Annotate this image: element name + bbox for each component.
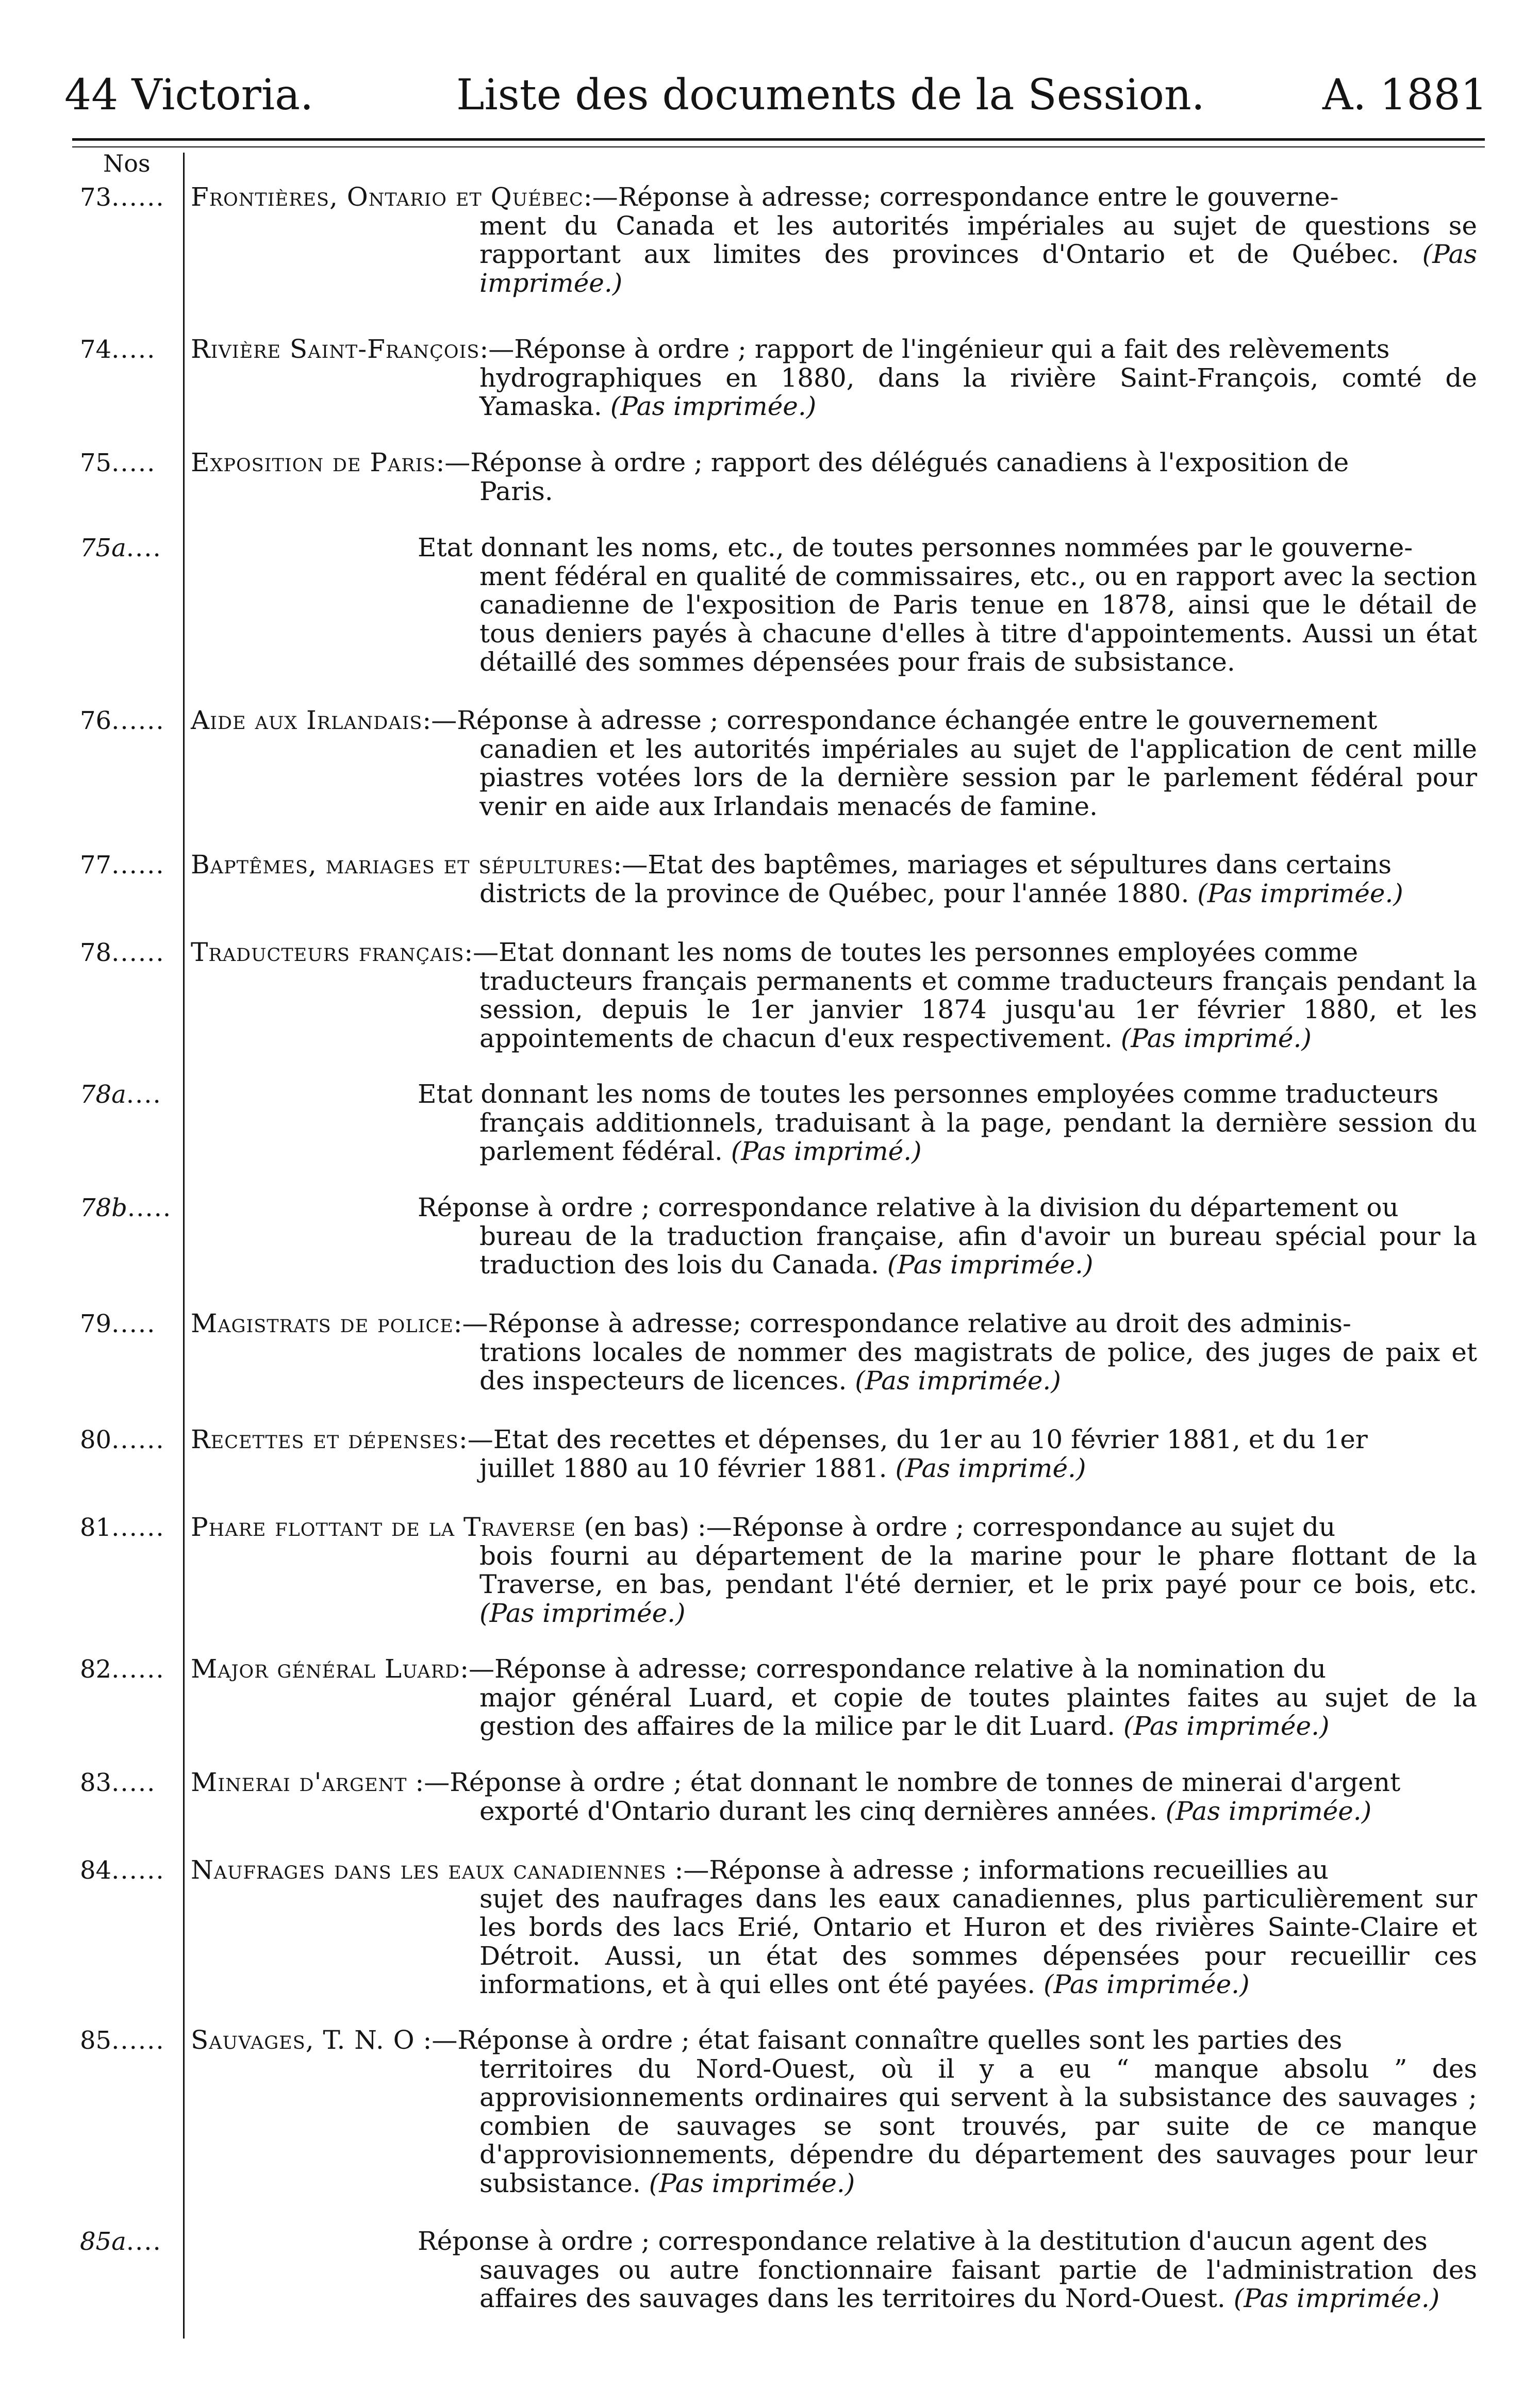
entry-number: 80...... [80, 1425, 165, 1454]
entry-heading: Exposition de Paris [191, 447, 436, 477]
entry-text: Exposition de Paris:—Réponse à ordre ; rapport des délégués canadiens à l'exposition de Paris. [191, 447, 1349, 506]
entry-heading: Phare flottant de la Traverse [191, 1512, 576, 1542]
header-rule-thick [72, 138, 1485, 141]
entry-note: (Pas imprimée.) [1044, 1969, 1250, 1999]
entry-heading: Traducteurs français [191, 937, 465, 967]
entry-number: 74..... [80, 335, 156, 364]
entry-heading: Naufrages dans les eaux canadiennes [191, 1855, 667, 1885]
entry-heading: Minerai d'argent [191, 1767, 407, 1797]
entry-text: Aide aux Irlandais:—Réponse à adresse ; correspondance échangée entre le gouvernement canadien et les autorités impériales au sujet de l'application de cent mille piastres votées lors de la dernière session par le parlement fédéral pour venir en aide aux Irlandais menacés de famine. [191, 705, 1477, 821]
entry-text: Rivière Saint-François:—Réponse à ordre ; rapport de l'ingénieur qui a fait des relèvements hydrographiques en 1880, dans la rivière Saint-François, comté de Yamaska. (Pas imprimée.) [191, 334, 1477, 421]
entry-note: (Pas imprimée.) [1165, 1796, 1372, 1826]
entry-note: (Pas imprimée.) [479, 1598, 686, 1628]
entry-number: 85...... [80, 2026, 165, 2055]
entry-note: (Pas imprimé.) [895, 1453, 1086, 1483]
entry-heading: Rivière Saint-François [191, 334, 480, 364]
entry-text: Sauvages, T. N. O :—Réponse à ordre ; état faisant connaître quelles sont les parties des territoires du Nord-Ouest, où il y a eu “ manque absolu ” des approvisionnements ordinaires qui servent à la subsistance des sauvages ; combien de sauvages se sont trouvés, par suite de ce manque d'approvisionnements, dépendre du département des sauvages pour leur subsistance. (Pas imprimée.) [191, 2025, 1477, 2198]
entry-text: Frontières, Ontario et Québec:—Réponse à adresse; correspondance entre le gouverne- ment du Canada et les autorités impériales au sujet de questions se rapportant aux limites des provinces d'Ontario et de Québec. (Pas imprimée.) [191, 182, 1477, 298]
entry-note: (Pas imprimée.) [649, 2168, 855, 2198]
entry-text: Minerai d'argent :—Réponse à ordre ; état donnant le nombre de tonnes de minerai d'argent exporté d'Ontario durant les cinq dernières années. (Pas imprimée.) [191, 1767, 1401, 1826]
column-label-numbers: Nos [103, 150, 151, 177]
header-volume: 44 Victoria. [64, 71, 314, 120]
entry-note: (Pas imprimée.) [1197, 878, 1403, 908]
entry-note: (Pas imprimée.) [855, 1366, 1061, 1396]
entry-number: 78a.... [80, 1080, 162, 1109]
entry-text: Naufrages dans les eaux canadiennes :—Réponse à adresse ; informations recueillies au sujet des naufrages dans les eaux canadiennes, plus particulièrement sur les bords des lacs Erié, Ontario et Huron et des rivières Sainte-Claire et Détroit. Aussi, un état des sommes dépensées pour recueillir ces informations, et à qui elles ont été payées. (Pas imprimée.) [191, 1855, 1477, 1999]
entry-text: Réponse à ordre ; correspondance relative à la destitution d'aucun agent des sauvages ou autre fonctionnaire faisant partie de l'administration des affaires des sauvages dans les territoires du Nord-Ouest. (Pas imprimée.) [418, 2226, 1477, 2313]
entry-number: 78...... [80, 938, 165, 967]
entry-heading: Aide aux Irlandais [191, 705, 423, 735]
entry-number: 84...... [80, 1856, 165, 1885]
entry-heading: Sauvages, T. N. O [191, 2025, 415, 2055]
page-header [64, 67, 1487, 124]
entry-number: 76...... [80, 706, 165, 735]
entry-heading: Baptêmes, mariages et sépultures [191, 850, 614, 880]
header-year: A. 1881 [1322, 71, 1487, 120]
entry-number: 77...... [80, 851, 165, 880]
entry-text: Recettes et dépenses:—Etat des recettes et dépenses, du 1er au 10 février 1881, et du 1er juillet 1880 au 10 février 1881. (Pas imprimé.) [191, 1424, 1368, 1483]
entry-note: (Pas imprimé.) [731, 1136, 922, 1166]
entry-number: 83..... [80, 1768, 156, 1797]
entry-text: Traducteurs français:—Etat donnant les noms de toutes les personnes employées comme traducteurs français permanents et comme traducteurs français pendant la session, depuis le 1er janvier 1874 jusqu'au 1er février 1880, et les appointements de chacun d'eux respectivement. (Pas imprimé.) [191, 937, 1477, 1053]
entry-number: 79..... [80, 1309, 156, 1338]
entry-note: (Pas imprimée.) [1123, 1711, 1330, 1741]
entry-number: 82...... [80, 1655, 165, 1684]
entry-note: (Pas imprimée.) [887, 1250, 1094, 1280]
entry-text: Magistrats de police:—Réponse à adresse; correspondance relative au droit des adminis- trations locales de nommer des magistrats de police, des juges de paix et des inspecteurs de licences. (Pas imprimée.) [191, 1308, 1477, 1396]
entry-note: (Pas imprimée.) [610, 391, 817, 421]
entry-number: 75..... [80, 449, 156, 477]
entry-text: Etat donnant les noms de toutes les personnes employées comme traducteurs français additionnels, traduisant à la page, pendant la dernière session du parlement fédéral. (Pas imprimé.) [418, 1079, 1477, 1166]
entry-text: Réponse à ordre ; correspondance relative à la division du département ou bureau de la traduction française, afin d'avoir un bureau spécial pour la traduction des lois du Canada. (Pas imprimée.) [418, 1192, 1477, 1280]
entry-heading: Major général Luard [191, 1654, 460, 1684]
entry-heading: Magistrats de police [191, 1308, 454, 1338]
entry-number: 75a.... [80, 534, 162, 562]
header-title: Liste des documents de la Session. [456, 71, 1205, 120]
entry-text: Baptêmes, mariages et sépultures:—Etat des baptêmes, mariages et sépultures dans certains districts de la province de Québec, pour l'année 1880. (Pas imprimée.) [191, 850, 1403, 908]
entry-note: (Pas imprimée.) [479, 239, 1477, 298]
entry-text: Major général Luard:—Réponse à adresse; correspondance relative à la nomination du major général Luard, et copie de toutes plaintes faites au sujet de la gestion des affaires de la milice par le dit Luard. (Pas imprimée.) [191, 1654, 1477, 1741]
entry-number: 81...... [80, 1513, 165, 1542]
entry-heading: Frontières, Ontario et Québec [191, 182, 584, 212]
entry-text: Etat donnant les noms, etc., de toutes personnes nommées par le gouverne- ment fédéral en qualité de commissaires, etc., ou en rapport avec la section canadienne de l'exposition de Paris tenue en 1878, ainsi que le détail de tous deniers payés à chacune d'elles à titre d'appointements. Aussi un état détaillé des sommes dépensées pour frais de subsistance. [418, 533, 1477, 677]
entry-number: 85a.... [80, 2227, 162, 2256]
entry-note: (Pas imprimé.) [1120, 1023, 1312, 1053]
column-divider [183, 153, 185, 2339]
entry-number: 73...... [80, 183, 165, 212]
entry-heading: Recettes et dépenses [191, 1424, 459, 1454]
entry-text: Phare flottant de la Traverse (en bas) :—Réponse à ordre ; correspondance au sujet du bois fourni au département de la marine pour le phare flottant de la Traverse, en bas, pendant l'été dernier, et le prix payé pour ce bois, etc. (Pas imprimée.) [191, 1512, 1477, 1628]
header-rule-thin [72, 146, 1485, 147]
entry-number: 78b..... [80, 1193, 172, 1222]
entry-note: (Pas imprimée.) [1233, 2283, 1440, 2313]
